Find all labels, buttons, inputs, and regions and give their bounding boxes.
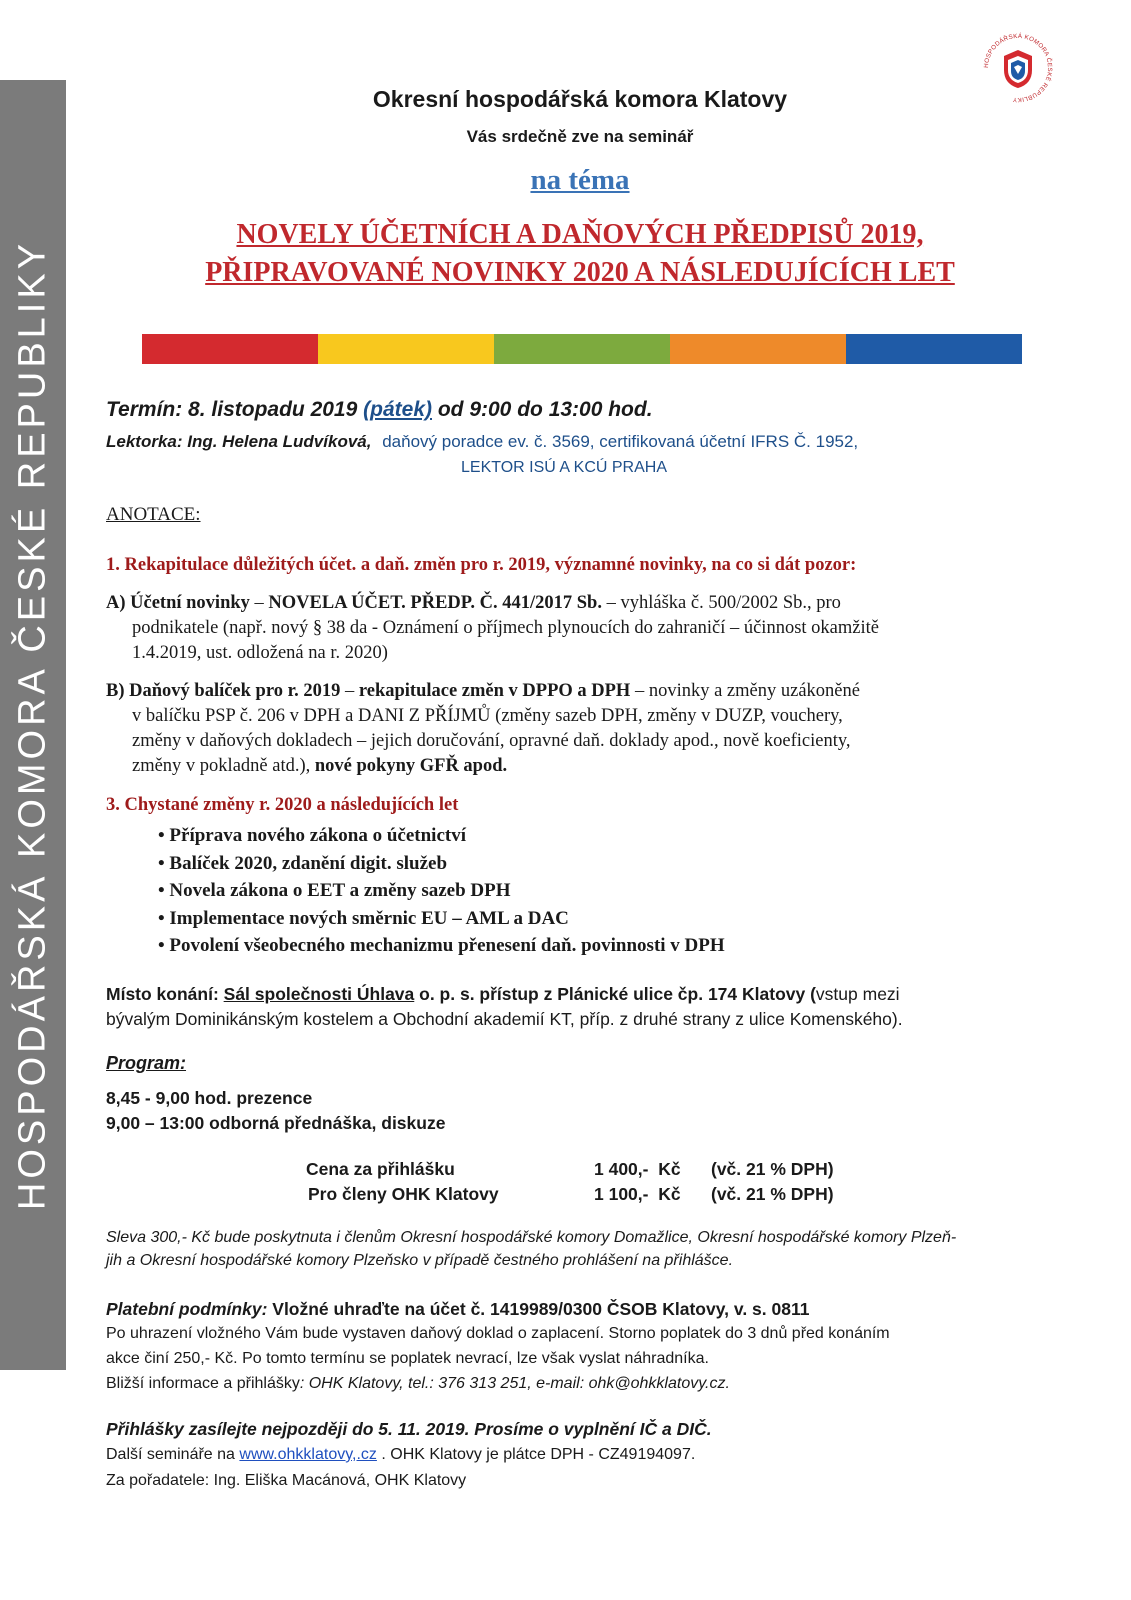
price-label-1: Cena za přihlášku xyxy=(306,1159,455,1179)
list-item: • Povolení všeobecného mechanizmu přenesení daň. povinnosti v DPH xyxy=(158,935,725,956)
program-heading: Program: xyxy=(106,1053,187,1073)
program-line2: 9,00 – 13:00 odborná přednáška, diskuze xyxy=(106,1113,446,1133)
list-item: • Balíček 2020, zdanění digit. služeb xyxy=(158,852,448,874)
registration-deadline: Přihlášky zasílejte nejpozději do 5. 11. 2019. Prosíme o vyplnění IČ a DIČ. xyxy=(106,1419,712,1439)
annotation-heading: ANOTACE: xyxy=(106,504,201,525)
annotation-item-a: A) Účetní novinky – NOVELA ÚČET. PŘEDP. Č. 441/2017 Sb. – vyhláška č. 500/2002 Sb., pro xyxy=(106,593,841,613)
venue-name: Sál společnosti Úhlava xyxy=(223,984,415,1004)
payment-line2: Po uhrazení vložného Vám bude vystaven daňový doklad o zaplacení. Storno poplatek do 3 dnů před konáním xyxy=(106,1325,890,1342)
logo-ring-text: HOSPODÁŘSKÁ KOMORA ČESKÉ REPUBLIKY xyxy=(982,32,1054,104)
annotation-item-b-line3: změny v daňových dokladech – jejich doručování, opravné daň. doklady apod., nově koeficienty, xyxy=(132,731,851,751)
stripe-red xyxy=(142,334,318,364)
annotation-item3: 3. Chystané změny r. 2020 a následujících let xyxy=(106,795,459,815)
list-item: • Implementace nových směrnic EU – AML a DAC xyxy=(158,907,569,929)
lecturer-name: Lektorka: Ing. Helena Ludvíková, xyxy=(106,432,372,451)
payment-line3: akce činí 250,- Kč. Po tomto termínu se poplatek nevrací, lze však vyslat náhradníka. xyxy=(106,1350,709,1367)
venue-line: Místo konání: Sál společnosti Úhlava o. p. s. přístup z Plánické ulice čp. 174 Klatovy (vstup mezi xyxy=(106,984,900,1004)
annotation-item-a-line2: podnikatele (např. nový § 38 da - Oznámení o příjmech plynoucích do zahraničí – účinnost okamžitě xyxy=(132,618,879,638)
sidebar-band xyxy=(0,80,66,1370)
sidebar-text: HOSPODÁŘSKÁ KOMORA ČESKÉ REPUBLIKY xyxy=(11,239,54,1211)
organizer-name: Okresní hospodářská komora Klatovy xyxy=(372,86,788,112)
seminar-title-line2: PŘIPRAVOVANÉ NOVINKY 2020 A NÁSLEDUJÍCÍCH LET xyxy=(205,257,955,288)
organizer-contact: Za pořadatele: Ing. Eliška Macánová, OHK Klatovy xyxy=(106,1472,467,1489)
price-amount-2: 1 100,- Kč xyxy=(594,1184,681,1204)
stripe-yellow xyxy=(318,334,494,364)
stripe-blue xyxy=(846,334,1022,364)
list-item: • Novela zákona o EET a změny sazeb DPH xyxy=(158,880,511,901)
seminar-title-line1: NOVELY ÚČETNÍCH A DAŇOVÝCH PŘEDPISŮ 2019, xyxy=(236,219,924,250)
contact-line: Bližší informace a přihlášky: OHK Klatovy, tel.: 376 313 251, e-mail: ohk@ohkklatovy.cz. xyxy=(106,1375,730,1392)
more-seminars-line: Další semináře na www.ohkklatovy,.cz . OHK Klatovy je plátce DPH - CZ49194097. xyxy=(106,1446,696,1463)
annotation-item1: 1. Rekapitulace důležitých účet. a daň. změn pro r. 2019, významné novinky, na co si dát pozor: xyxy=(106,555,857,575)
invitation-line: Vás srdečně zve na seminář xyxy=(466,127,694,146)
lecturer-title: LEKTOR ISÚ A KCÚ PRAHA xyxy=(461,459,667,476)
discount-line2: jih a Okresní hospodářské komory Plzeňsko v případě čestného prohlášení na přihlášce. xyxy=(106,1252,734,1269)
price-vat-1: (vč. 21 % DPH) xyxy=(711,1159,834,1179)
stripe-orange xyxy=(670,334,846,364)
program-line1: 8,45 - 9,00 hod. prezence xyxy=(106,1088,313,1108)
annotation-item-b: B) Daňový balíček pro r. 2019 – rekapitulace změn v DPPO a DPH – novinky a změny uzákoněné xyxy=(106,681,860,701)
lecturer-line xyxy=(106,432,858,452)
price-vat-2: (vč. 21 % DPH) xyxy=(711,1184,834,1204)
event-date: Termín: 8. listopadu 2019 (pátek) od 9:00 do 13:00 hod. xyxy=(106,398,653,421)
payment-line: Platební podmínky: Vložné uhraďte na účet č. 1419989/0300 ČSOB Klatovy, v. s. 0811 xyxy=(106,1299,810,1319)
price-amount-1: 1 400,- Kč xyxy=(594,1159,681,1179)
topic-label: na téma xyxy=(530,164,630,196)
website-link[interactable]: www.ohkklatovy,.cz xyxy=(239,1446,377,1463)
stripe-green xyxy=(494,334,670,364)
upcoming-changes-list xyxy=(158,822,725,960)
event-day: (pátek) xyxy=(363,398,432,421)
lecturer-desc: daňový poradce ev. č. 3569, certifikovaná účetní IFRS Č. 1952, xyxy=(382,432,859,451)
annotation-item-a-line3: 1.4.2019, ust. odložená na r. 2020) xyxy=(132,643,388,663)
annotation-item-b-line4: změny v pokladně atd.), nové pokyny GFŘ apod. xyxy=(132,756,508,776)
annotation-item-b-line2: v balíčku PSP č. 206 v DPH a DANI Z PŘÍJMŮ (změny sazeb DPH, změny v DUZP, vouchery, xyxy=(132,706,843,726)
list-item: • Příprava nového zákona o účetnictví xyxy=(158,825,467,846)
venue-line2: bývalým Dominikánským kostelem a Obchodní akademií KT, příp. z druhé strany z ulice Komenského). xyxy=(106,1009,903,1029)
discount-line1: Sleva 300,- Kč bude poskytnuta i členům Okresní hospodářské komory Domažlice, Okresní hospodářské komory Plzeň- xyxy=(106,1229,957,1246)
price-label-2: Pro členy OHK Klatovy xyxy=(308,1184,499,1204)
